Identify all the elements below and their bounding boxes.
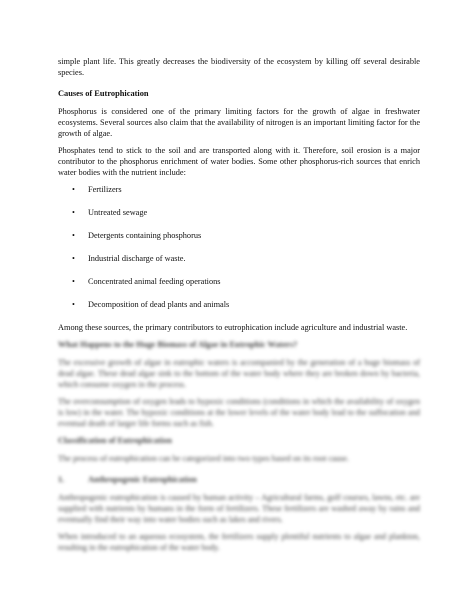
- list-item: • Detergents containing phosphorus: [72, 231, 202, 240]
- bullet-icon: •: [72, 208, 75, 217]
- bullet-icon: •: [72, 231, 75, 240]
- bullet-icon: •: [72, 254, 75, 263]
- classification-paragraph: The process of eutrophication can be categorized into two types based on its root cause.: [58, 454, 349, 463]
- causes-paragraph-2: Phosphates tend to stick to the soil and are transported along with it. Therefore, soil erosion is a major contributor to the phosphorus enrichment of water bodies. Some other phosphorus-rich sources that enrich water bodies with the nutrient include:: [58, 146, 420, 177]
- causes-paragraph-3: Among these sources, the primary contributors to eutrophication include agriculture and industrial waste.: [58, 323, 408, 332]
- list-item: • Concentrated animal feeding operations: [72, 277, 221, 286]
- classification-heading: Classification of Eutrophication: [58, 436, 172, 445]
- anthropogenic-subheading: [58, 474, 420, 485]
- anthropogenic-paragraph-2: When introduced to an aqueous ecosystem, the fertilizers supply plentiful nutrients to algae and plankton, resulting in the eutrophication of the water body.: [58, 532, 420, 552]
- list-item: • Untreated sewage: [72, 208, 148, 217]
- list-item: • Fertilizers: [72, 185, 122, 194]
- list-item: • Decomposition of dead plants and animals: [72, 300, 230, 309]
- bullet-icon: •: [72, 277, 75, 286]
- subheading-number: 1.: [58, 475, 65, 484]
- bullet-icon: •: [72, 185, 75, 194]
- biomass-heading: What Happens to the Huge Biomass of Algae in Eutrophic Waters?: [58, 340, 298, 349]
- list-item: • Industrial discharge of waste.: [72, 254, 186, 263]
- document-page: [58, 56, 420, 559]
- blurred-preview-section: [58, 339, 420, 553]
- causes-paragraph-1: Phosphorus is considered one of the primary limiting factors for the growth of algae in freshwater ecosystems. Several sources also claim that the availability of nitrogen is an important limiting factor for the growth of algae.: [58, 107, 420, 138]
- biomass-paragraph-2: The overconsumption of oxygen leads to hypoxic conditions (conditions in which the availability of oxygen is low) in the water. The hypoxic conditions at the lower levels of the water body lead to the suffocation and eventual death of larger life forms such as fish.: [58, 397, 420, 428]
- biomass-paragraph-1: The excessive growth of algae in eutrophic waters is accompanied by the generation of a huge biomass of dead algae. These dead algae sink to the bottom of the water body where they are broken down by bacteria, which consume oxygen in the process.: [58, 358, 420, 389]
- anthropogenic-paragraph-1: Anthropogenic eutrophication is caused by human activity – Agricultural farms, golf courses, lawns, etc. are supplied with nutrients by humans in the form of fertilizers. These fertilizers are washed away by rains and eventually find their way into water bodies such as lakes and rivers.: [58, 493, 420, 524]
- bullet-icon: •: [72, 300, 75, 309]
- causes-heading: Causes of Eutrophication: [58, 89, 149, 98]
- intro-paragraph: simple plant life. This greatly decreases the biodiversity of the ecosystem by killing off several desirable species.: [58, 57, 420, 77]
- sources-list: [58, 184, 420, 310]
- subheading-title: Anthropogenic Eutrophication: [88, 475, 197, 484]
